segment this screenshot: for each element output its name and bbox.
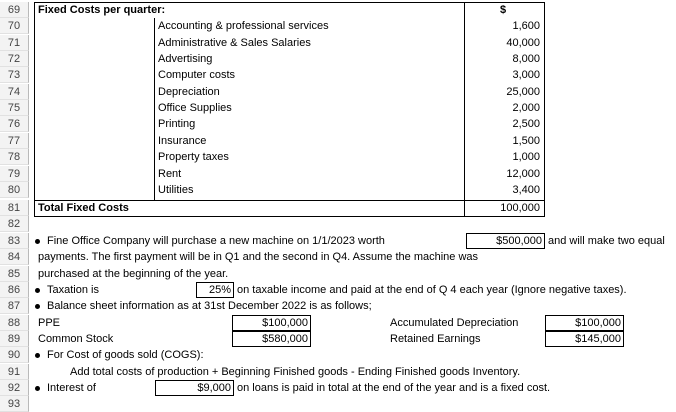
cogs-label: For Cost of goods sold (COGS): — [47, 349, 204, 361]
taxation-label: Taxation is — [47, 284, 99, 296]
total-fixed-costs-value[interactable]: 100,000 — [500, 202, 540, 214]
fixed-costs-title: Fixed Costs per quarter: — [38, 4, 166, 16]
currency-header: $ — [500, 4, 507, 16]
row-header[interactable]: 78 — [0, 149, 29, 165]
row-header[interactable]: 90 — [0, 347, 29, 363]
fixed-cost-value[interactable]: 3,400 — [512, 184, 540, 196]
fixed-cost-label: Depreciation — [158, 86, 220, 98]
retained-earnings-label: Retained Earnings — [390, 333, 481, 345]
fixed-cost-value[interactable]: 8,000 — [512, 53, 540, 65]
machine-purchase-date-line: purchased at the beginning of the year. — [38, 268, 229, 280]
row-header[interactable]: 93 — [0, 396, 29, 412]
row-header[interactable]: 72 — [0, 51, 29, 67]
machine-payment-text: and will make two equal — [548, 235, 665, 247]
fixed-cost-value[interactable]: 40,000 — [506, 37, 540, 49]
bullet-icon — [35, 386, 40, 391]
fixed-cost-label: Rent — [158, 168, 182, 180]
row-header[interactable]: 86 — [0, 282, 29, 298]
common-stock-cell[interactable]: $580,000 — [232, 331, 311, 347]
fixed-cost-label: Office Supplies — [158, 102, 232, 114]
bullet-icon — [35, 288, 40, 293]
row-header[interactable]: 87 — [0, 298, 29, 314]
accumulated-depreciation-label: Accumulated Depreciation — [390, 317, 519, 329]
row-header[interactable]: 85 — [0, 266, 29, 282]
fixed-cost-label: Insurance — [158, 135, 207, 147]
accumulated-depreciation-cell[interactable]: $100,000 — [545, 315, 624, 331]
fixed-cost-label: Advertising — [158, 53, 213, 65]
fixed-cost-value[interactable]: 25,000 — [506, 86, 540, 98]
fixed-costs-left-border — [34, 2, 35, 217]
fixed-cost-value[interactable]: 1,500 — [512, 135, 540, 147]
row-header[interactable]: 91 — [0, 364, 29, 380]
fixed-cost-value[interactable]: 2,000 — [512, 102, 540, 114]
interest-value-cell[interactable]: $9,000 — [155, 380, 234, 396]
row-header[interactable]: 77 — [0, 133, 29, 149]
row-header[interactable]: 79 — [0, 166, 29, 182]
fixed-cost-label: Computer costs — [158, 69, 236, 81]
row-header[interactable]: 92 — [0, 380, 29, 396]
row-header[interactable]: 70 — [0, 18, 29, 34]
row-header[interactable]: 71 — [0, 35, 29, 51]
fixed-costs-label-divider — [154, 18, 155, 200]
bullet-icon — [35, 239, 40, 244]
row-header[interactable]: 75 — [0, 100, 29, 116]
machine-payment-line: payments. The first payment will be in Q1 and the second in Q4. Assume the machine was — [38, 251, 479, 263]
row-header[interactable]: 89 — [0, 331, 29, 347]
fixed-cost-value[interactable]: 2,500 — [512, 118, 540, 130]
interest-text: on loans is paid in total at the end of the year and is a fixed cost. — [237, 382, 551, 394]
balance-sheet-text: Balance sheet information as at 31st December 2022 is as follows; — [47, 300, 372, 312]
ppe-label: PPE — [38, 317, 61, 329]
row-header[interactable]: 82 — [0, 216, 29, 232]
bullet-icon — [35, 353, 40, 358]
fixed-cost-label: Property taxes — [158, 151, 229, 163]
fixed-costs-right-border — [544, 2, 545, 217]
retained-earnings-cell[interactable]: $145,000 — [545, 331, 624, 347]
common-stock-label: Common Stock — [38, 333, 114, 345]
fixed-cost-value[interactable]: 1,600 — [512, 20, 540, 32]
fixed-cost-value[interactable]: 12,000 — [506, 168, 540, 180]
row-header[interactable]: 84 — [0, 249, 29, 265]
tax-rate-cell[interactable]: 25% — [196, 282, 234, 298]
machine-value-cell[interactable]: $500,000 — [466, 233, 545, 249]
row-header[interactable]: 73 — [0, 67, 29, 83]
fixed-costs-value-divider — [464, 2, 465, 217]
fixed-cost-label: Printing — [158, 118, 196, 130]
row-header[interactable]: 76 — [0, 116, 29, 132]
fixed-cost-label: Utilities — [158, 184, 194, 196]
taxation-text: on taxable income and paid at the end of Q 4 each year (Ignore negative taxes). — [237, 284, 627, 296]
row-header[interactable]: 80 — [0, 182, 29, 198]
row-header[interactable]: 88 — [0, 315, 29, 331]
row-header[interactable]: 74 — [0, 84, 29, 100]
ppe-value-cell[interactable]: $100,000 — [232, 315, 311, 331]
row-header[interactable]: 83 — [0, 233, 29, 249]
total-fixed-costs-label: Total Fixed Costs — [38, 202, 129, 214]
fixed-cost-label: Administrative & Sales Salaries — [158, 37, 311, 49]
fixed-cost-value[interactable]: 3,000 — [512, 69, 540, 81]
interest-label: Interest of — [47, 382, 96, 394]
fixed-costs-bottom-border — [34, 216, 545, 217]
fixed-cost-label: Accounting & professional services — [158, 20, 329, 32]
row-header[interactable]: 81 — [0, 200, 29, 216]
bullet-icon — [35, 304, 40, 309]
row-header[interactable]: 69 — [0, 2, 29, 18]
fixed-cost-value[interactable]: 1,000 — [512, 151, 540, 163]
machine-purchase-text: Fine Office Company will purchase a new machine on 1/1/2023 worth — [47, 235, 385, 247]
cogs-formula-text: Add total costs of production + Beginning Finished goods - Ending Finished goods Inventory. — [70, 366, 521, 378]
